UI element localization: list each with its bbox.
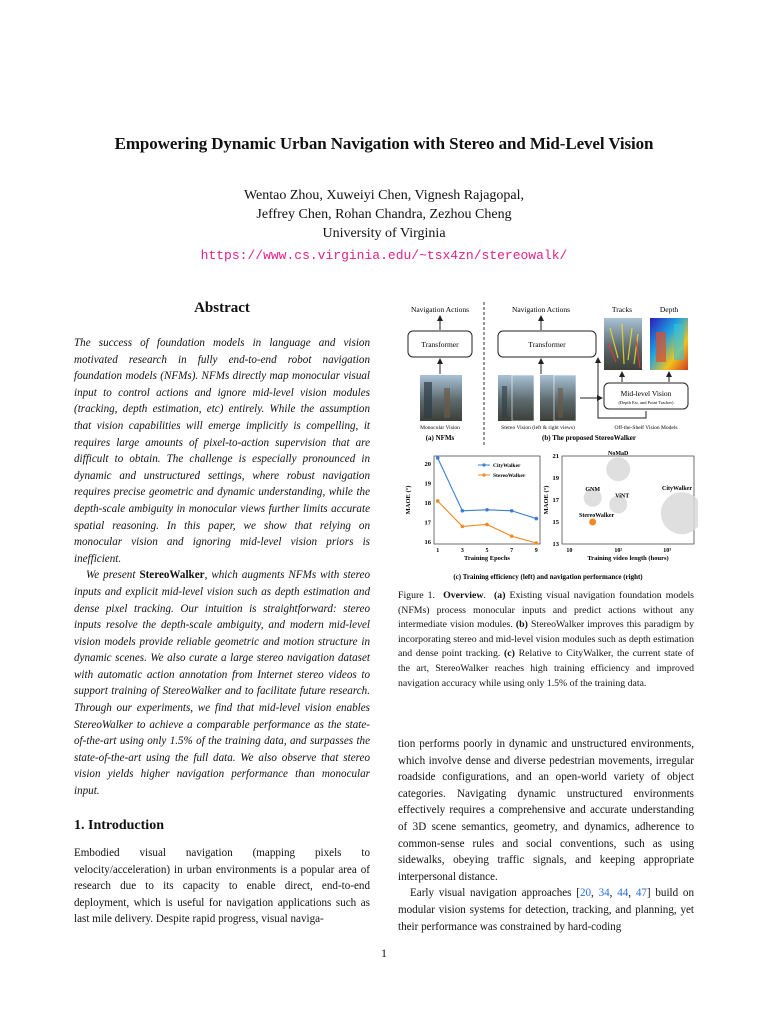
- citation-link[interactable]: 44: [617, 887, 629, 900]
- point-label: StereoWalker: [579, 513, 615, 519]
- data-point: [535, 517, 539, 521]
- x-tick-label: 10²: [614, 548, 623, 554]
- midlevel-vision-label: Mid-level Vision: [620, 389, 672, 398]
- b-depth-label: Depth: [659, 305, 679, 314]
- bubble-nomad: [606, 457, 630, 481]
- bubble-stereowalker: [589, 519, 596, 526]
- stereo-images: [498, 375, 576, 421]
- abstract-body: [74, 335, 370, 800]
- introduction-heading: 1. Introduction: [74, 818, 164, 833]
- affiliation: University of Virginia: [322, 226, 446, 241]
- a-input-label: Monocular Vision: [420, 425, 460, 431]
- y-tick-label: 16: [424, 539, 431, 547]
- citation-link[interactable]: 20: [579, 887, 592, 900]
- right-paragraph-2: Early visual navigation approaches [20, 34, 44, 47] build on modular vision systems for detection, tracking, and planning, yet their performance was constrained by hard-coding: [398, 887, 695, 933]
- y-tick-label: 20: [424, 460, 431, 468]
- a-title: (a) NFMs: [425, 434, 455, 442]
- data-point: [436, 499, 440, 503]
- data-point: [485, 523, 489, 527]
- point-label: CityWalker: [662, 486, 692, 492]
- page-number: 1: [381, 946, 387, 960]
- abstract-paragraph-2: We present StereoWalker, which augments NFMs with stereo inputs and explicit mid-level vision such as depth estimation and dense pixel tracking. Our intuition is straightforward: stereo inputs resolve the depth-scale ambiguity, and modern mid-level vision models provide reliable geometric and motion structure in dynamic scenes. We also curate a large stereo navigation dataset with automatic action annotation from Internet stereo videos to support training of StereoWalker and to facilitate future research. Through our experiments, we find that mid-level vision enables StereoWalker to achieve a comparable performance as the state-of-the-art using only 1.5% of the training data, and surpasses the state-of-the-art using the full data. We also observe that stereo vision yields higher navigation performance than monocular input.: [74, 569, 370, 798]
- b-stereo-label: Stereo Vision (left & right views): [501, 425, 575, 431]
- b-title: (b) The proposed StereoWalker: [542, 434, 636, 442]
- y-tick-label: 15: [552, 519, 559, 526]
- depth-image: [650, 318, 688, 370]
- y-tick-label: 19: [424, 480, 431, 488]
- b-transformer-label: Transformer: [528, 340, 566, 349]
- x-axis-label: Training video length (hours): [587, 555, 669, 562]
- data-point: [510, 534, 514, 538]
- x-axis-label: Training Epochs: [464, 555, 510, 562]
- data-point: [436, 456, 440, 460]
- point-label: ViNT: [615, 493, 630, 500]
- series-line-stereowalker: [438, 501, 537, 543]
- bubble-citywalker: [661, 492, 698, 534]
- y-tick-label: 13: [552, 541, 559, 548]
- stereowalker-name: StereoWalker: [139, 569, 205, 582]
- left-plot-frame: [434, 456, 540, 544]
- data-point: [510, 509, 514, 513]
- data-point: [461, 525, 465, 529]
- y-tick-label: 19: [552, 475, 559, 482]
- a-nav-actions-label: Navigation Actions: [410, 305, 470, 314]
- citation-link[interactable]: 34: [598, 887, 610, 900]
- y-tick-label: 17: [424, 519, 431, 527]
- y-tick-label: 18: [424, 499, 431, 507]
- x-tick-label: 10: [566, 548, 573, 554]
- paper-title: Empowering Dynamic Urban Navigation with Stereo and Mid-Level Vision: [114, 134, 654, 153]
- point-label: GNM: [585, 486, 600, 493]
- intro-paragraph-1: Embodied visual navigation (mapping pixels to velocity/acceleration) in urban environments is a popular area of research due to its capacity to enable direct, end-to-end deployment, which is useful for navigation applications such as last mile delivery. Despite rapid progress, visual naviga-: [74, 847, 370, 926]
- legend-label: CityWalker: [493, 463, 521, 469]
- data-point: [461, 509, 465, 513]
- right-column-body: [398, 736, 694, 935]
- data-point: [485, 508, 489, 512]
- figure-caption: Figure 1. Overview. (a) Existing visual navigation foundation models (NFMs) process monocular inputs and predict actions without any intermediate vision modules. (b) StereoWalker improves this paradigm by incorporating stereo and mid-level vision modules such as depth estimation and dense point tracking. (c) Relative to CityWalker, the current state of the art, StereoWalker reaches high training efficiency and improved navigation accuracy while using only 1.5% of the training data.: [398, 590, 694, 689]
- navigation-performance-chart: [543, 451, 698, 562]
- x-tick-label: 10³: [663, 548, 672, 554]
- introduction-body: [74, 845, 370, 928]
- midlevel-vision-sublabel: (Depth Est. and Point Tracker): [618, 400, 674, 405]
- x-tick-label: 9: [534, 548, 538, 554]
- y-axis-label: MAOE (°): [405, 485, 412, 515]
- b-offshelf-label: Off-the-Shelf Vision Models: [614, 425, 678, 431]
- author-line-1: Wentao Zhou, Xuweiyi Chen, Vignesh Rajagopal,: [243, 188, 525, 203]
- abstract-paragraph-1: The success of foundation models in language and vision motivated research in fully end-to-end robot navigation foundation models (NFMs). NFMs directly map monocular visual input to control actions and ignore mid-level vision modules (tracking, depth estimation, etc) entirely. While the assumption that vision capabilities will emerge implicitly is compelling, it requires large amounts of pixel-to-action supervision that are difficult to obtain. The challenge is especially pronounced in dynamic and unstructured settings, where robust navigation requires precise geometric and dynamic understanding, while the depth-scale ambiguity in monocular views further limits accurate spatial reasoning. In this paper, we show that relying on monocular vision and ignoring mid-level vision priors is inefficient.: [74, 337, 370, 565]
- legend-marker: [482, 463, 485, 466]
- x-tick-label: 7: [510, 548, 514, 554]
- b-nav-actions-label: Navigation Actions: [511, 305, 571, 314]
- abstract-heading: Abstract: [194, 300, 250, 316]
- right-paragraph-1: tion performs poorly in dynamic and unstructured environments, which involve dense and diverse pedestrian movements, irregular roadside configurations, and an open-world variety of object categories. Navigating dynamic unstructured environments effectively requires a comprehensive and accurate understanding of 3D scene semantics, geometry, and dynamics, adherence to common-sense rules and social conventions, such as using sidewalks, obeying traffic signals, and keeping appropriate interpersonal distance.: [398, 738, 694, 883]
- x-tick-label: 3: [460, 548, 464, 554]
- y-axis-label: MAOE (°): [543, 485, 550, 515]
- project-url-link[interactable]: https://www.cs.virginia.edu/~tsx4zn/stereowalk/: [200, 248, 568, 263]
- y-tick-label: 21: [552, 453, 559, 460]
- y-tick-label: 17: [552, 497, 559, 504]
- author-line-2: Jeffrey Chen, Rohan Chandra, Zezhou Cheng: [256, 207, 512, 222]
- b-tracks-label: Tracks: [611, 305, 633, 314]
- tracks-image: [604, 318, 642, 370]
- citation-link[interactable]: 47: [635, 887, 647, 900]
- a-transformer-label: Transformer: [421, 340, 459, 349]
- legend-marker: [482, 473, 485, 476]
- point-label: NoMaD: [608, 451, 629, 458]
- training-efficiency-chart: [405, 456, 540, 562]
- c-title: (c) Training efficiency (left) and navigation performance (right): [453, 573, 643, 581]
- legend-label: StereoWalker: [493, 473, 526, 479]
- x-tick-label: 5: [485, 548, 489, 554]
- figure-1: [398, 298, 698, 588]
- data-point: [535, 541, 539, 545]
- x-tick-label: 1: [436, 548, 440, 554]
